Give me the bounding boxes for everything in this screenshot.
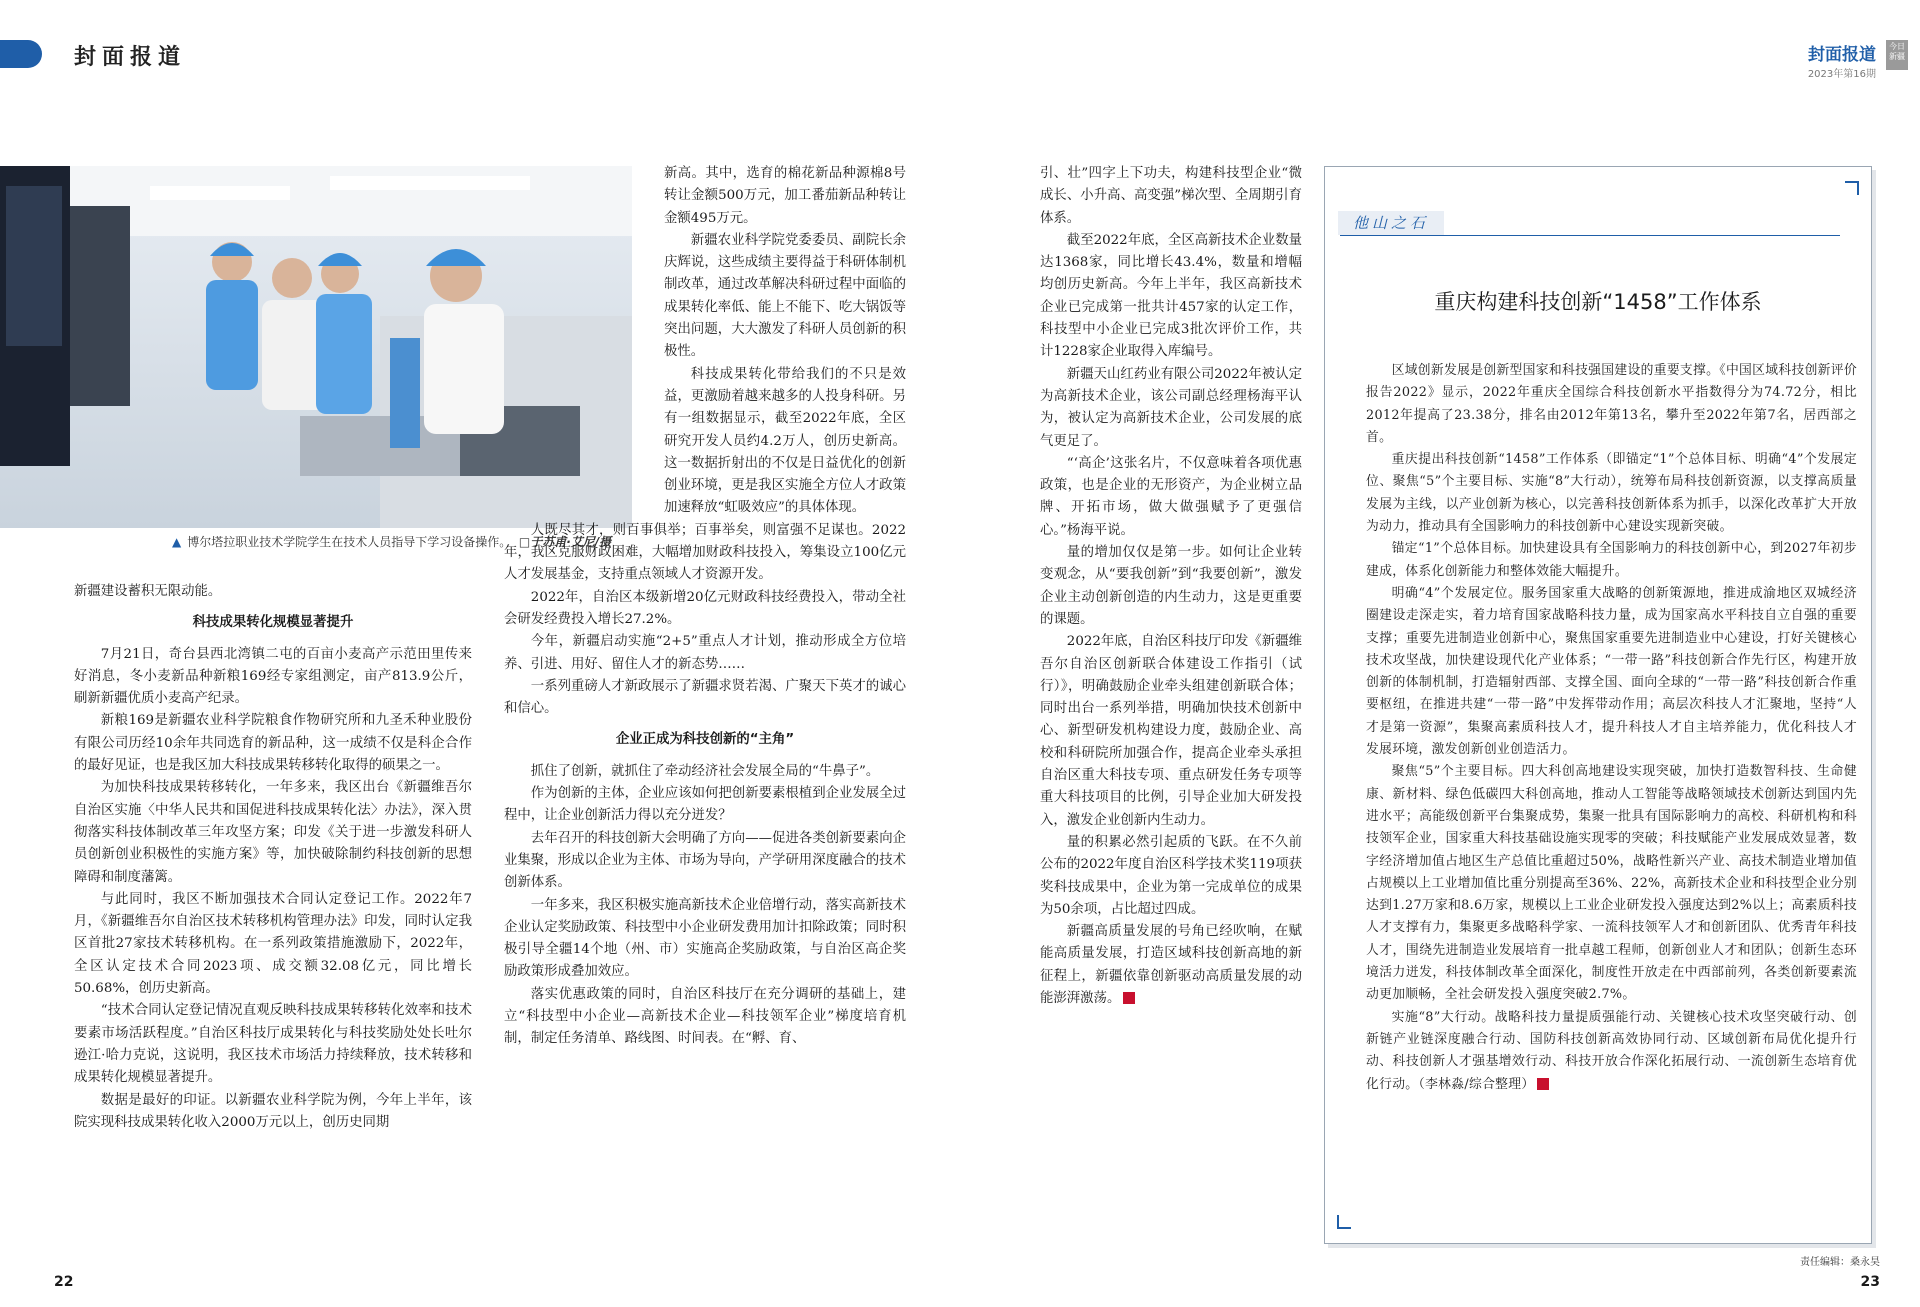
column-3 xyxy=(1040,163,1302,1010)
paragraph xyxy=(1366,1007,1857,1096)
paragraph: 截至2022年底，全区高新技术企业数量达1368家，同比增长43.4%，数量和增幅均创历史新高。今年上半年，我区高新技术企业已完成第一批共计457家的认定工作，科技型中小企业已完成3批次评价工作，共计1228家企业取得入库编号。 xyxy=(1040,232,1302,360)
paragraph: 区域创新发展是创新型国家和科技强国建设的重要支撑。《中国区域科技创新评价报告2022》显示，2022年重庆全国综合科技创新水平指数得分为74.72分，相比2012年提高了23.38分，排名由2012年第13名，攀升至2022年第7名，居西部之首。 xyxy=(1366,363,1857,445)
paragraph: 去年召开的科技创新大会明确了方向——促进各类创新要素向企业集聚，形成以企业为主体、市场为导向，产学研用深度融合的技术创新体系。 xyxy=(504,830,906,891)
header-brand: 封面报道 xyxy=(1808,45,1876,65)
closing-text: 实施“8”大行动。战略科技力量提质强能行动、关键核心技术攻坚突破行动、创新链产业链深度融合行动、国防科技创新高效协同行动、区域创新布局优化提升行动、科技创新人才强基增效行动、科技开放合作深化拓展行动、一流创新生态培育优化行动。（李林淼/综合整理） xyxy=(1366,1009,1857,1092)
paragraph xyxy=(1040,921,1302,1010)
magazine-badge: 今日新疆 xyxy=(1886,40,1908,70)
paragraph: 新疆建设蓄积无限动能。 xyxy=(74,584,222,599)
paragraph: 聚焦“5”个主要目标。四大科创高地建设实现突破，加快打造数智科技、生命健康、新材料、绿色低碳四大科创高地，推动人工智能等战略领域技术创新达到国内先进水平；高能级创新平台集聚成势，集聚一批具有国际影响力的高校、科研机构和科技领军企业，国家重大科技基础设施实现零的突破；科技赋能产业发展成效显著，数字经济增加值占地区生产总值比重超过50%，战略性新兴产业、高技术制造业增加值占规模以上工业增加值比重分别提高至36%、22%，高新技术企业和科技型企业分别达到1.27万家和8.6万家，规模以上工业企业研发投入强度达到2%以上；高素质科技人才支撑有力，集聚更多战略科学家、一流科技领军人才和创新团队、优秀青年科技人才，围绕先进制造业发展培育一批卓越工程师，创新创业人才和团队；创新生态环境活力迸发，科技体制改革全面深化，制度性开放走在中西部前列，各类创新要素流动更加顺畅，全社会研发投入强度突破2.7%。 xyxy=(1366,764,1857,1003)
paragraph: 2022年，自治区本级新增20亿元财政科技经费投入，带动全社会研发经费投入增长27.2%。 xyxy=(504,589,906,627)
paragraph: 量的积累必然引起质的飞跃。在不久前公布的2022年度自治区科学技术奖119项获奖科技成果中，企业为第一完成单位的成果为50余项，占比超过四成。 xyxy=(1040,834,1302,917)
paragraph: 为加快科技成果转移转化，一年多来，我区出台《新疆维吾尔自治区实施〈中华人民共和国促进科技成果转化法〉办法》，深入贯彻落实科技体制改革三年攻坚方案；印发《关于进一步激发科研人员创新创业积极性的实施方案》等，加快破除制约科技创新的思想障碍和制度藩篱。 xyxy=(74,780,472,885)
paragraph: 新高。其中，选育的棉花新品种源棉8号转让金额500万元，加工番茄新品种转让金额495万元。 xyxy=(664,166,906,226)
paragraph: 锚定“1”个总体目标。加快建设具有全国影响力的科技创新中心，到2027年初步建成，体系化创新能力和整体效能大幅提升。 xyxy=(1366,541,1857,579)
subheading: 企业正成为科技创新的“主角” xyxy=(615,732,795,748)
header-accent-bar xyxy=(0,40,42,68)
paragraph: 明确“4”个发展定位。服务国家重大战略的创新策源地，推进成渝地区双城经济圈建设走深走实，着力培育国家战略科技力量，成为国家高水平科技自立自强的重要支撑；重要先进制造业创新中心，聚焦国家重要先进制造业中心建设，打好关键核心技术攻坚战，加快建设现代化产业体系；“一带一路”科技创新合作先行区，构建开放创新的体制机制，打造辐射西部、支撑全国、面向全球的“一带一路”科技创新合作重要枢纽，在推进共建“一带一路”中发挥带动作用；高层次科技人才汇聚地，坚持“人才是第一资源”，集聚高素质科技人才，提升科技人才自主培养能力，优化科技人才发展环境，激发创新创业创造活力。 xyxy=(1366,585,1857,758)
caption-triangle-icon: ▲ xyxy=(172,535,182,549)
editor-credit: 责任编辑：桑永昊 xyxy=(1800,1257,1880,1268)
paragraph: 一系列重磅人才新政展示了新疆求贤若渴、广聚天下英才的诚心和信心。 xyxy=(504,678,906,717)
subheading: 科技成果转化规模显著提升 xyxy=(192,615,354,631)
paragraph: 一年多来，我区积极实施高新技术企业倍增行动，落实高新技术企业认定奖励政策、科技型中小企业研发费用加计扣除政策；同时积极引导全疆14个地（州、市）实施高企奖励政策，与自治区高企奖励政策形成叠加效应。 xyxy=(504,897,906,980)
paragraph: 与此同时，我区不断加强技术合同认定登记工作。2022年7月，《新疆维吾尔自治区技术转移机构管理办法》印发，同时认定我区首批27家技术转移机构。在一系列政策措施激励下，2022年，全区认定技术合同2023项、成交额32.08亿元，同比增长50.68%，创历史新高。 xyxy=(74,891,472,997)
corner-mark-icon xyxy=(1337,1215,1351,1229)
sidebar-body xyxy=(1366,360,1857,1096)
corner-mark-icon xyxy=(1845,181,1859,195)
column-1 xyxy=(74,581,472,1134)
paragraph: “‘高企’这张名片，不仅意味着各项优惠政策，也是企业的无形资产，为企业树立品牌、开拓市场，做大做强赋予了更强信心。”杨海平说。 xyxy=(1040,455,1302,538)
end-mark-icon: J xyxy=(1537,1078,1549,1090)
paragraph: 2022年底，自治区科技厅印发《新疆维吾尔自治区创新联合体建设工作指引（试行）》，明确鼓励企业牵头组建创新联合体；同时出台一系列举措，明确加快技术创新中心、新型研发机构建设力度，鼓励企业、高校和科研院所加强合作，提高企业牵头承担自治区重大科技专项、重点研发任务专项等重大科技项目的比例，引导企业加大研发投入，激发企业创新内生动力。 xyxy=(1040,634,1302,828)
page-number-left: 22 xyxy=(54,1274,74,1290)
paragraph: 量的增加仅仅是第一步。如何让企业转变观念，从“要我创新”到“我要创新”，激发企业主动创新创造的内生动力，这是更重要的课题。 xyxy=(1040,545,1302,627)
sidebar-label-rule xyxy=(1340,235,1840,236)
paragraph: 人既尽其才，则百事俱举；百事举矣，则富强不足谋也。2022年，我区克服财政困难，大幅增加财政科技投入，筹集设立100亿元人才发展基金，支持重点领域人才资源开发。 xyxy=(504,522,906,583)
column-2 xyxy=(504,163,906,1051)
end-mark-icon: J xyxy=(1123,992,1135,1004)
paragraph: 落实优惠政策的同时，自治区科技厅在充分调研的基础上，建立“科技型中小企业—高新技术企业—科技领军企业”梯度培育机制，制定任务清单、路线图、时间表。在“孵、育、 xyxy=(504,986,906,1047)
closing-text: 新疆高质量发展的号角已经吹响，在赋能高质量发展，打造区域科技创新高地的新征程上，新疆依靠创新驱动高质量发展的动能澎湃激荡。 xyxy=(1040,924,1302,1006)
paragraph: 新粮169是新疆农业科学院粮食作物研究所和九圣禾种业股份有限公司历经10余年共同选育的新品种，这一成绩不仅是科企合作的最好见证，也是我区加大科技成果转移转化取得的硕果之一。 xyxy=(74,713,472,774)
paragraph: 今年，新疆启动实施“2+5”重点人才计划，推动形成全方位培养、引进、用好、留住人才的新态势…… xyxy=(504,634,906,672)
paragraph: 新疆天山红药业有限公司2022年被认定为高新技术企业，该公司副总经理杨海平认为，被认定为高新技术企业，公司发展的底气更足了。 xyxy=(1040,366,1302,449)
caption-text: 博尔塔拉职业技术学院学生在技术人员指导下学习设备操作。 xyxy=(187,535,512,549)
paragraph: 重庆提出科技创新“1458”工作体系（即锚定“1”个总体目标、明确“4”个发展定位、聚焦“5”个主要目标、实施“8”大行动），统筹布局科技创新资源，以支撑高质量发展为主线，以产业创新为核心，以完善科技创新体系为抓手，以深化改革扩大开放为动力，推动具有全国影响力的科技创新中心建设实现新突破。 xyxy=(1366,452,1857,535)
paragraph: 作为创新的主体，企业应该如何把创新要素根植到企业发展全过程中，让企业创新活力得以充分迸发？ xyxy=(504,786,906,824)
section-title: 封面报道 xyxy=(74,44,187,70)
paragraph: 抓住了创新，就抓住了牵动经济社会发展全局的“牛鼻子”。 xyxy=(530,763,880,779)
sidebar-label: 他山之石 xyxy=(1338,211,1444,235)
paragraph: 数据是最好的印证。以新疆农业科学院为例，今年上半年，该院实现科技成果转化收入2000万元以上，创历史同期 xyxy=(74,1092,472,1130)
caption-credit: □于苏甫·艾尼/摄 xyxy=(518,535,612,549)
paragraph: 新疆农业科学院党委委员、副院长余庆辉说，这些成绩主要得益于科研体制机制改革，通过改革解决科研过程中面临的成果转化率低、能上不能下、吃大锅饭等突出问题，大大激发了科研人员创新的积极性。 xyxy=(664,232,906,360)
paragraph: “技术合同认定登记情况直观反映科技成果转移转化效率和技术要素市场活跃程度。”自治区科技厅成果转化与科技奖励处处长吐尔逊江·哈力克说，这说明，我区技术市场活力持续释放，技术转移和成果转化规模显著提升。 xyxy=(74,1003,472,1086)
paragraph: 引、壮”四字上下功夫，构建科技型企业“微成长、小升高、高变强”梯次型、全周期引育体系。 xyxy=(1040,166,1302,226)
header-issue: 2023年第16期 xyxy=(1807,69,1876,80)
sidebar-title: 重庆构建科技创新“1458”工作体系 xyxy=(1434,290,1762,314)
page-number-right: 23 xyxy=(1860,1274,1880,1290)
right-header xyxy=(1808,40,1876,80)
paragraph: 科技成果转化带给我们的不只是效益，更激励着越来越多的人投身科研。另有一组数据显示，截至2022年底，全区研究开发人员约4.2万人，创历史新高。这一数据折射出的不仅是日益优化的创新创业环境，更是我区实施全方位人才政策加速释放“虹吸效应”的具体体现。 xyxy=(664,366,906,516)
paragraph: 7月21日，奇台县西北湾镇二屯的百亩小麦高产示范田里传来好消息，冬小麦新品种新粮169经专家组测定，亩产813.9公斤，刷新新疆优质小麦高产纪录。 xyxy=(74,646,472,707)
